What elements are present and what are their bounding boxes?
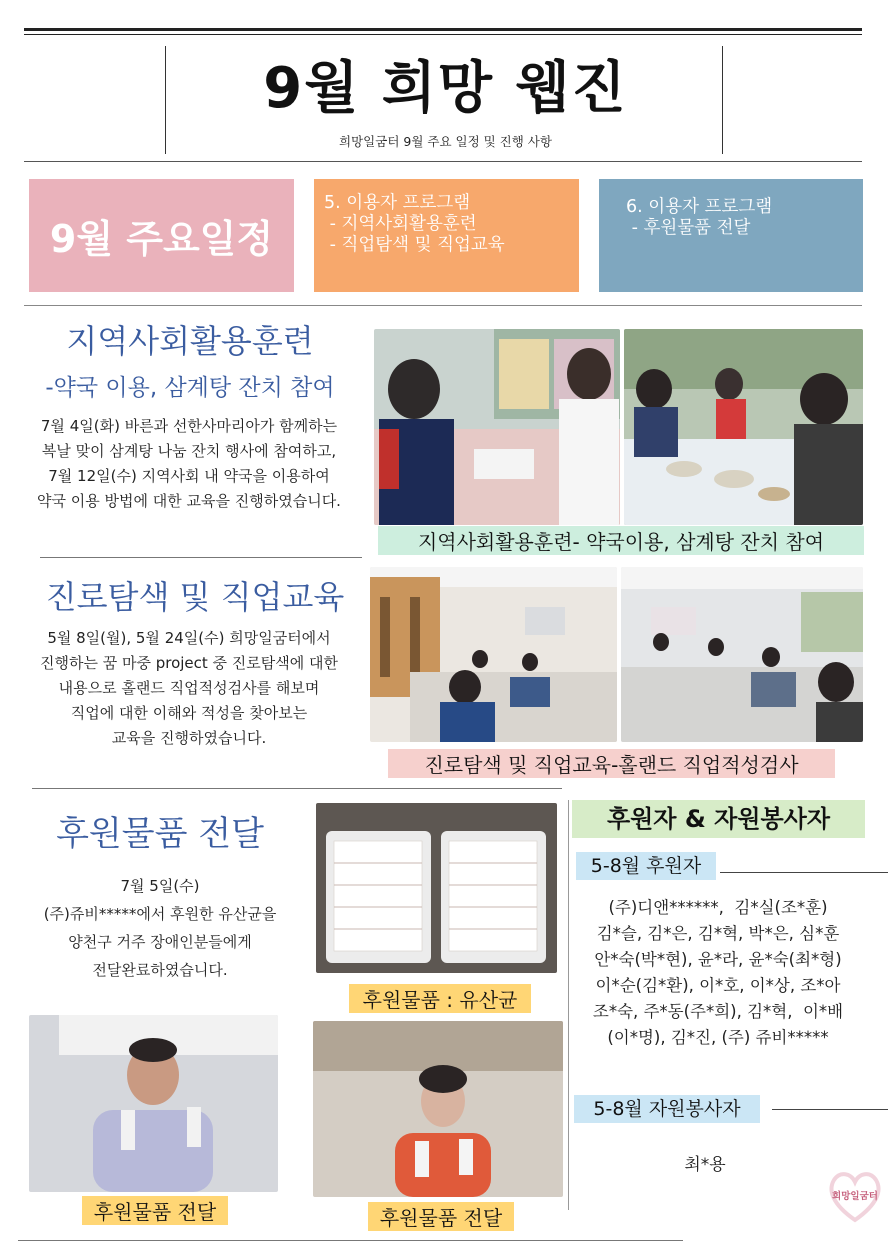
classroom-photo-2 — [621, 567, 863, 742]
section1-divider — [40, 557, 362, 558]
donors-label: 5-8월 후원자 — [576, 852, 716, 880]
org-logo — [822, 1162, 888, 1228]
pharmacy-photo — [374, 329, 620, 525]
column-divider — [568, 800, 569, 1210]
page-title: 9월 희망 웹진 — [263, 56, 628, 121]
section2-line: 5월 8일(월), 5월 24일(수) 희망일굼터에서 — [47, 629, 331, 647]
donor-line: 김*슬, 김*은, 김*혁, 박*은, 심*훈 — [596, 924, 840, 943]
section3-line: 전달완료하였습니다. — [92, 961, 228, 979]
delivery-caption-right: 후원물품 전달 — [368, 1202, 514, 1231]
logo-text: 희망일굼터 — [832, 1191, 878, 1202]
delivery-photo-left — [29, 1015, 278, 1192]
volunteers-rule — [772, 1109, 888, 1110]
donor-line: 조*숙, 주*동(주*희), 김*혁, 이*배 — [592, 1002, 844, 1021]
program5-line: 5. 이용자 프로그램 — [324, 193, 471, 213]
program6-line: 6. 이용자 프로그램 — [626, 197, 773, 217]
section1-title: 지역사회활용훈련 — [66, 322, 314, 360]
schedule-box-program5 — [314, 179, 579, 292]
volunteers-list: 최*용 — [684, 1155, 726, 1175]
section1-line: 복날 맞이 삼계탕 나눔 잔치 행사에 참여하고, — [41, 442, 337, 460]
section1-caption: 지역사회활용훈련- 약국이용, 삼계탕 잔치 참여 — [378, 526, 864, 555]
section2-line: 직업에 대한 이해와 적성을 찾아보는 — [70, 704, 308, 722]
section1-line: 약국 이용 방법에 대한 교육을 진행하였습니다. — [37, 492, 341, 510]
section1-body — [8, 414, 370, 514]
donors-list — [572, 895, 864, 1051]
donor-line: 안*숙(박*현), 윤*라, 윤*숙(최*형) — [594, 950, 842, 969]
page-subtitle: 희망일굼터 9월 주요 일정 및 진행 사항 — [339, 134, 552, 149]
probiotic-photo — [316, 803, 557, 973]
section2-body — [8, 626, 370, 751]
section3-line: 7월 5일(수) — [120, 877, 200, 895]
classroom-photo-1 — [370, 567, 617, 742]
section3-line: (주)쥬비*****에서 후원한 유산균을 — [43, 905, 277, 923]
program5-line: - 지역사회활용훈련 — [324, 214, 477, 234]
sponsors-title: 후원자 & 자원봉사자 — [572, 800, 865, 838]
donor-line: (주)디앤******, 김*실(조*훈) — [608, 898, 828, 917]
schedule-main-box — [29, 179, 294, 292]
section2-line: 내용으로 홀랜드 직업적성검사를 해보며 — [58, 679, 320, 697]
donor-line: 이*순(김*환), 이*호, 이*상, 조*아 — [595, 976, 841, 995]
program5-line: - 직업탐색 및 직업교육 — [324, 235, 505, 255]
section2-line: 진행하는 꿈 마중 project 중 진로탐색에 대한 — [39, 654, 339, 672]
header-bottom-rule — [24, 161, 862, 162]
donor-line: (이*명), 김*진, (주) 쥬비***** — [607, 1028, 829, 1047]
section3-line: 양천구 거주 장애인분들에게 — [68, 933, 252, 951]
section3-title: 후원물품 전달 — [56, 814, 264, 854]
top-rule-thick — [24, 28, 862, 31]
volunteers-label: 5-8월 자원봉사자 — [574, 1095, 760, 1123]
program6-line: - 후원물품 전달 — [626, 218, 751, 238]
section2-divider — [32, 788, 562, 789]
schedule-box-program6 — [599, 179, 863, 292]
donors-rule — [720, 872, 888, 873]
section2-caption: 진로탐색 및 직업교육-홀랜드 직업적성검사 — [388, 749, 835, 778]
top-rule-thin — [24, 34, 862, 35]
product-caption: 후원물품 : 유산균 — [349, 984, 531, 1013]
section3-body — [10, 872, 310, 984]
schedule-main-label: 9월 주요일정 — [49, 217, 274, 261]
bottom-rule — [18, 1240, 683, 1241]
section1-line: 7월 4일(화) 바른과 선한사마리아가 함께하는 — [40, 417, 338, 435]
section1-line: 7월 12일(수) 지역사회 내 약국을 이용하여 — [48, 467, 330, 485]
section1-subtitle: -약국 이용, 삼계탕 잔치 참여 — [45, 375, 335, 401]
section2-line: 교육을 진행하였습니다. — [111, 729, 267, 747]
schedule-bottom-rule — [24, 305, 862, 306]
delivery-photo-right — [313, 1021, 563, 1197]
delivery-caption-left: 후원물품 전달 — [82, 1196, 228, 1225]
section2-title: 진로탐색 및 직업교육 — [45, 578, 345, 616]
samgyetang-photo — [624, 329, 863, 525]
